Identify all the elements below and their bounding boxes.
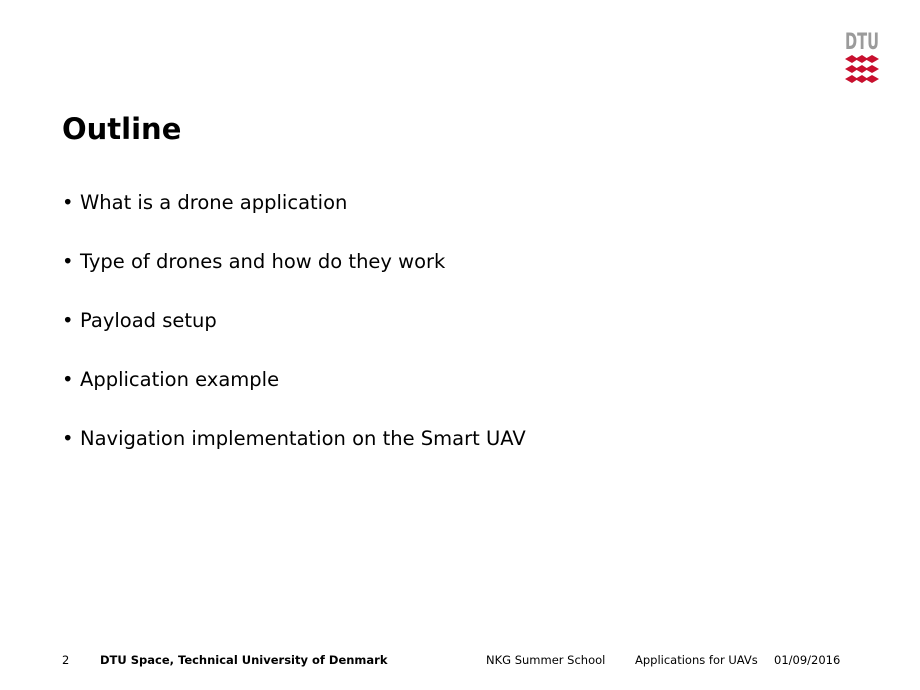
bullet-text: Application example — [80, 368, 280, 391]
bullet-icon: • — [62, 250, 74, 273]
list-item — [62, 248, 526, 307]
bullet-icon: • — [62, 427, 74, 450]
bullet-text: Navigation implementation on the Smart UAV — [80, 427, 526, 450]
list-item — [62, 189, 526, 248]
bullet-text: Type of drones and how do they work — [80, 250, 446, 273]
footer-date: 01/09/2016 — [774, 653, 841, 667]
list-item — [62, 425, 526, 484]
logo-text: DTU — [845, 30, 879, 55]
dtu-logo — [843, 28, 883, 84]
bullet-text: Payload setup — [80, 309, 217, 332]
bullet-icon: • — [62, 191, 74, 214]
slide-title: Outline — [62, 112, 182, 146]
page-number: 2 — [62, 653, 70, 667]
bullet-icon: • — [62, 368, 74, 391]
footer-event: NKG Summer School — [486, 653, 606, 667]
footer-organization: DTU Space, Technical University of Denmark — [100, 653, 388, 667]
bullet-list — [62, 189, 526, 484]
slide-footer — [0, 651, 920, 669]
bullet-icon: • — [62, 309, 74, 332]
list-item — [62, 366, 526, 425]
logo-mark — [845, 55, 879, 83]
bullet-text: What is a drone application — [80, 191, 348, 214]
list-item — [62, 307, 526, 366]
footer-subject: Applications for UAVs — [635, 653, 758, 667]
